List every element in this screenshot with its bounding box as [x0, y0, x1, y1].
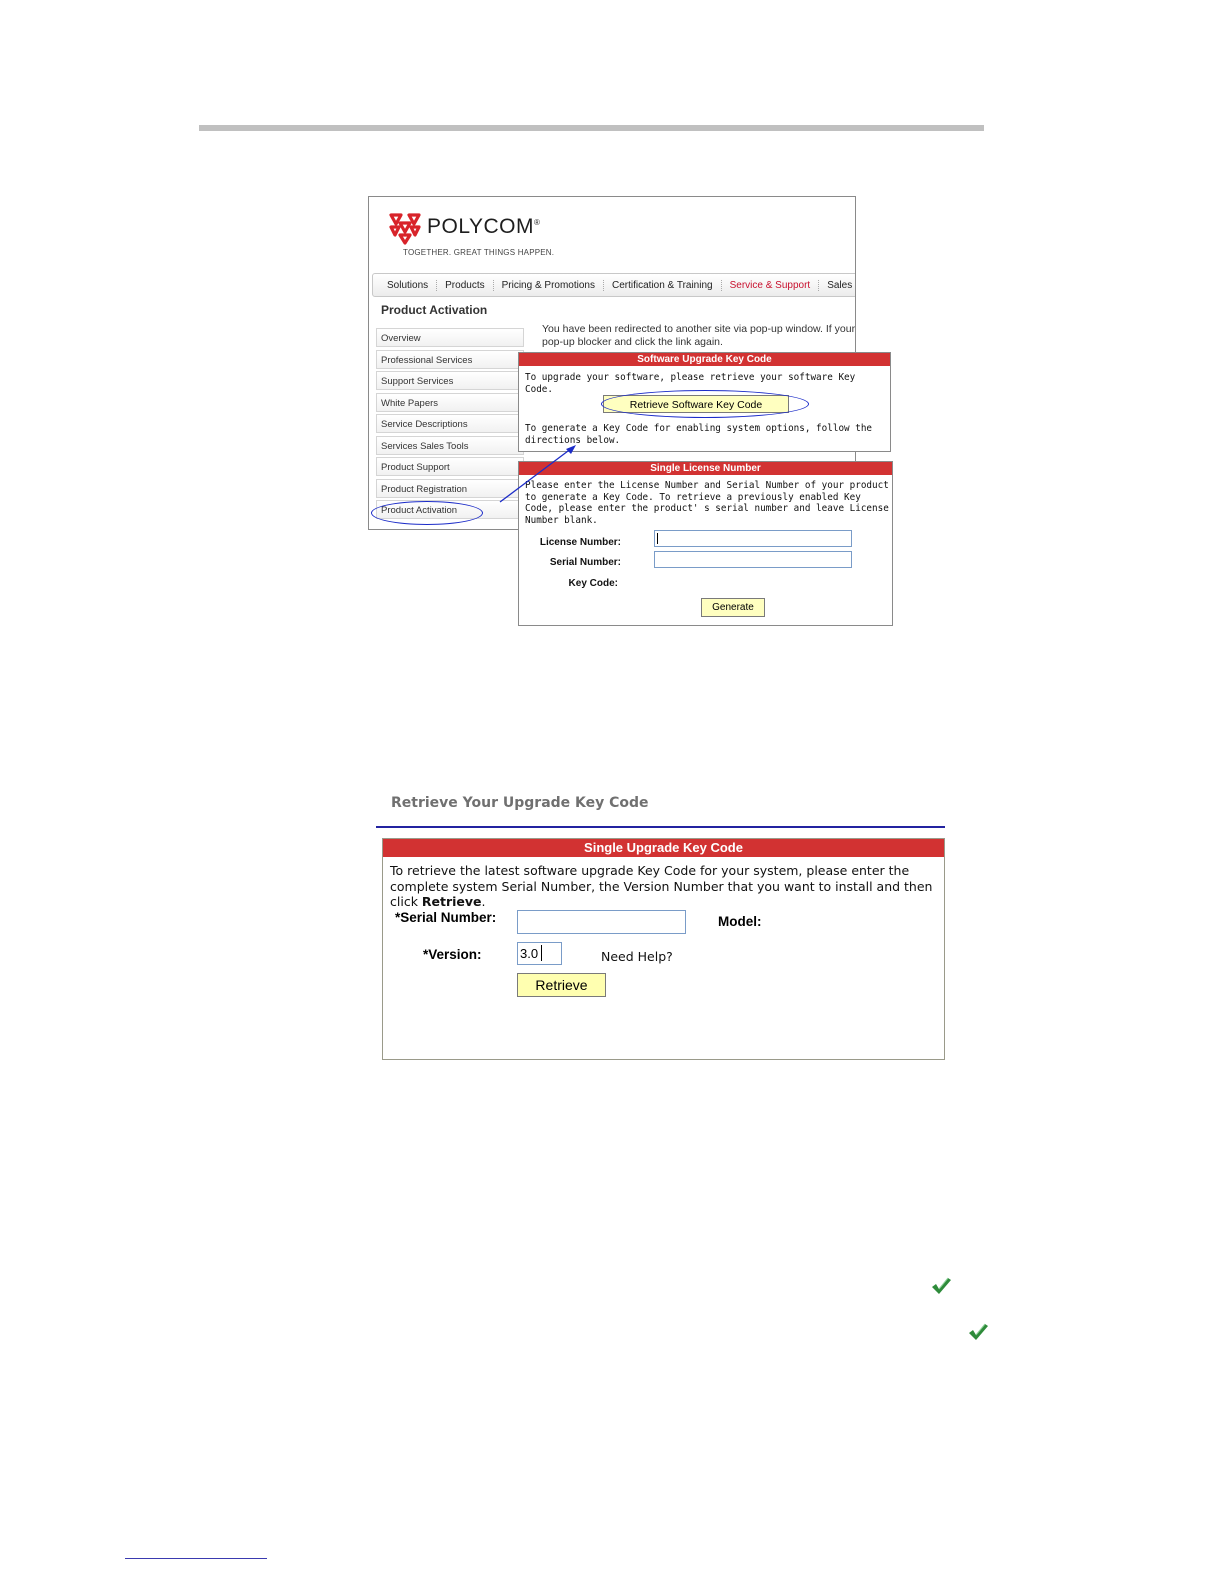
- top-divider: [199, 125, 984, 131]
- single-upgrade-intro-text: To retrieve the latest software upgrade Key Code for your system, please enter the complete system Serial Number, the Version Number that you want to install and then click Retrieve.: [390, 863, 933, 909]
- version-label: *Version:: [423, 947, 482, 962]
- sidebar-item-product-support[interactable]: Product Support: [376, 457, 524, 476]
- panel-header: Software Upgrade Key Code: [519, 353, 890, 366]
- redirect-message: You have been redirected to another site via pop-up window. If your pop-up blocker and click the link again.: [542, 323, 856, 348]
- serial-number-input[interactable]: [517, 910, 686, 934]
- model-label: Model:: [718, 914, 762, 929]
- upgrade-note-text: To generate a Key Code for enabling system options, follow the directions below.: [525, 423, 873, 446]
- sidebar-item-support-services[interactable]: Support Services: [376, 371, 524, 390]
- panel-header: Single Upgrade Key Code: [383, 839, 944, 857]
- sidebar-item-white-papers[interactable]: White Papers: [376, 393, 524, 412]
- key-code-label: Key Code:: [568, 578, 618, 589]
- version-input[interactable]: 3.0: [517, 942, 562, 965]
- highlight-circle: [371, 501, 483, 525]
- need-help-link[interactable]: Need Help?: [601, 949, 673, 964]
- software-upgrade-panel: [518, 352, 891, 452]
- nav-solutions[interactable]: Solutions: [379, 280, 437, 291]
- license-number-input[interactable]: [654, 530, 852, 547]
- serial-number-input[interactable]: [654, 551, 852, 568]
- title-underline: [376, 826, 945, 828]
- license-number-label: License Number:: [539, 537, 621, 548]
- sidebar-item-service-descriptions[interactable]: Service Descriptions: [376, 414, 524, 433]
- single-upgrade-key-code-panel: [382, 838, 945, 1060]
- brand-name: POLYCOM®: [427, 215, 541, 238]
- sidebar-item-services-sales-tools[interactable]: Services Sales Tools: [376, 436, 524, 455]
- text-caret: [657, 533, 658, 544]
- nav-certification-training[interactable]: Certification & Training: [604, 280, 722, 291]
- retrieve-page-title: Retrieve Your Upgrade Key Code: [391, 795, 649, 811]
- panel-header: Single License Number: [519, 462, 892, 475]
- sidebar-item-product-activation[interactable]: Product Activation: [376, 500, 524, 519]
- sidebar-item-overview[interactable]: Overview: [376, 328, 524, 347]
- nav-service-support[interactable]: Service & Support: [722, 280, 820, 291]
- license-intro-text: Please enter the License Number and Serial Number of your product to generate a Key Code. To retrieve a previously enabled Key Code, please enter the product' s serial number and leave License Number blank.: [525, 480, 889, 526]
- retrieve-button[interactable]: Retrieve: [517, 973, 606, 997]
- nav-sales[interactable]: Sales: [827, 279, 853, 291]
- check-mark-icon: [930, 1276, 952, 1296]
- check-mark-icon: [967, 1322, 989, 1342]
- retrieve-software-key-code-button[interactable]: Retrieve Software Key Code: [603, 395, 789, 413]
- section-title: Product Activation: [381, 303, 488, 317]
- main-nav: [372, 273, 856, 297]
- blue-callout-arrow-icon: [496, 440, 586, 510]
- text-caret: [541, 945, 542, 961]
- sidebar-item-product-registration[interactable]: Product Registration: [376, 479, 524, 498]
- nav-products[interactable]: Products: [437, 280, 493, 291]
- serial-number-label: Serial Number:: [549, 557, 621, 568]
- highlight-circle: [601, 390, 809, 418]
- polycom-logo-icon: [387, 211, 423, 245]
- footer-divider: [125, 1558, 267, 1559]
- serial-number-label: *Serial Number:: [395, 910, 497, 925]
- brand-tagline: TOGETHER. GREAT THINGS HAPPEN.: [403, 248, 555, 257]
- nav-pricing-promotions[interactable]: Pricing & Promotions: [494, 280, 604, 291]
- generate-button[interactable]: Generate: [701, 598, 765, 617]
- upgrade-intro-text: To upgrade your software, please retrieve your software Key Code.: [525, 372, 856, 395]
- sidebar-item-professional-services[interactable]: Professional Services: [376, 350, 524, 369]
